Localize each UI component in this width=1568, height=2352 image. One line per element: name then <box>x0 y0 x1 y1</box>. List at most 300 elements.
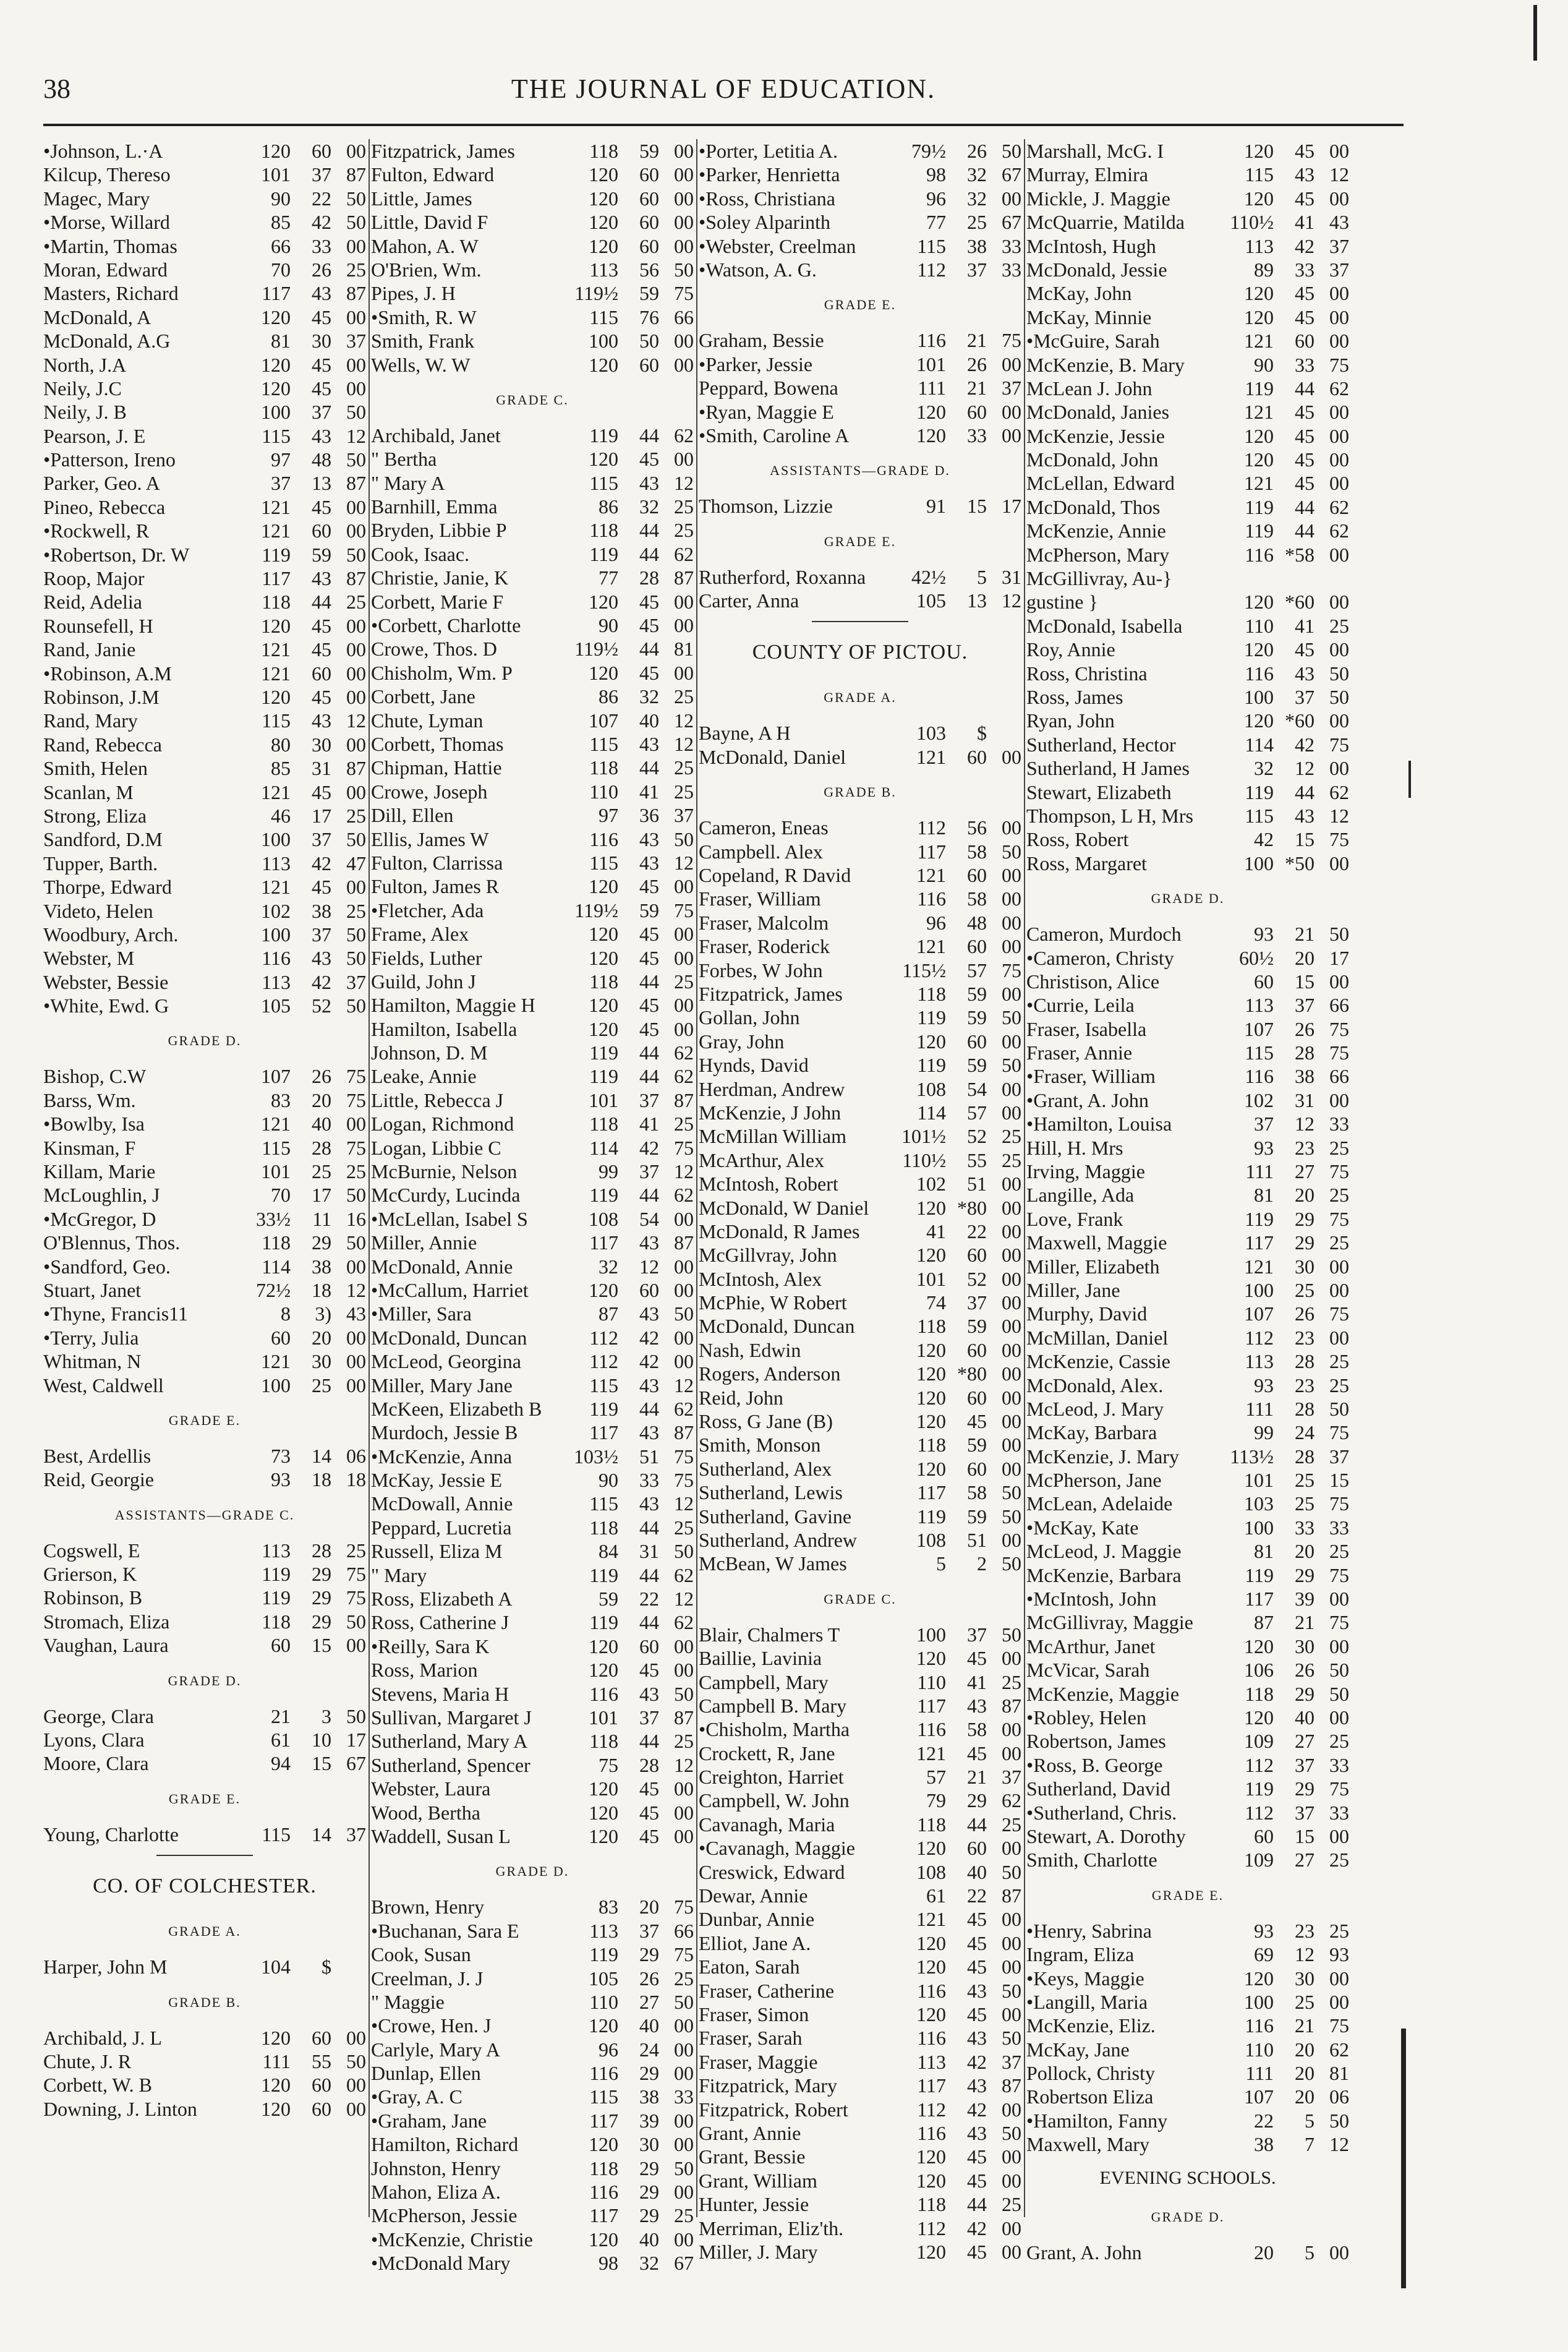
cents-value: 87 <box>1002 1694 1021 1717</box>
dollars-value: 40 <box>1295 1706 1314 1729</box>
table-row <box>371 661 694 685</box>
table-row <box>371 210 694 234</box>
days-value: 112 <box>589 1350 618 1373</box>
days-value: 111 <box>1245 1397 1274 1420</box>
grade-heading: GRADE E. <box>824 533 897 549</box>
dollars-value: 40 <box>639 2228 659 2251</box>
grade-heading: GRADE E. <box>1151 1887 1224 1903</box>
cents-value: 25 <box>1329 614 1349 637</box>
days-value: 116 <box>917 1979 946 2002</box>
table-row <box>1026 210 1349 234</box>
days-value: 96 <box>926 187 946 210</box>
table-row <box>371 1041 694 1064</box>
table-row <box>371 163 694 186</box>
dollars-value: 40 <box>312 1113 331 1135</box>
table-row <box>371 1824 694 1848</box>
cents-value: 75 <box>1002 329 1021 352</box>
cents-value: 75 <box>674 1469 694 1492</box>
dollars-value: 48 <box>312 448 331 471</box>
days-value: 116 <box>589 1682 618 1705</box>
cents-value: 00 <box>346 614 366 637</box>
table-row <box>699 2121 1021 2145</box>
dollars-value: 45 <box>967 1742 987 1764</box>
cents-value: 62 <box>674 542 694 565</box>
teacher-name: Scanlan, M <box>43 780 134 803</box>
table-row <box>1026 353 1349 377</box>
days-value: 118 <box>917 1315 946 1338</box>
cents-value: 87 <box>346 757 366 780</box>
grade-heading: ASSISTANTS—GRADE C. <box>114 1507 295 1523</box>
cents-value: 12 <box>674 1753 694 1776</box>
cents-value: 50 <box>1002 1054 1021 1077</box>
table-row <box>1026 1064 1349 1088</box>
days-value: 60 <box>1254 1824 1274 1847</box>
teacher-name: Fulton, James R <box>371 875 500 898</box>
days-value: 112 <box>1245 1801 1274 1824</box>
teacher-name: •Buchanan, Sara E <box>371 1919 519 1942</box>
teacher-name: Campbell, W. John <box>699 1789 850 1812</box>
dollars-value: 60 <box>967 1386 987 1409</box>
days-value: 46 <box>271 804 291 827</box>
days-value: 105 <box>916 589 946 612</box>
table-row <box>699 1314 1021 1338</box>
days-value: 121 <box>261 520 291 542</box>
dollars-value: 12 <box>1295 1943 1314 1966</box>
dollars-value: 45 <box>639 1017 659 1040</box>
table-row <box>1026 590 1349 614</box>
dollars-value: 44 <box>967 2193 987 2216</box>
table-row <box>1026 1824 1349 1848</box>
teacher-name: McLeod, J. Mary <box>1026 1397 1164 1420</box>
teacher-name: Webster, Laura <box>371 1777 491 1800</box>
teacher-name: Fraser, Isabella <box>1026 1017 1147 1040</box>
dollars-value: 12 <box>639 1255 659 1278</box>
teacher-name: •Fletcher, Ada <box>371 899 484 922</box>
days-value: 119 <box>917 1006 946 1029</box>
cents-value: 00 <box>674 1659 694 1682</box>
days-value: 121 <box>261 1350 291 1373</box>
days-value: 112 <box>589 1326 618 1349</box>
table-row <box>699 2240 1021 2264</box>
teacher-name: Grant, Bessie <box>699 2145 806 2168</box>
dollars-value: 43 <box>312 947 331 970</box>
dollars-value: 42 <box>967 2217 987 2239</box>
table-row <box>43 258 366 281</box>
table-row <box>371 637 694 661</box>
table-row <box>1026 1136 1349 1160</box>
table-row <box>371 1943 694 1966</box>
teacher-name: Dunbar, Annie <box>699 1908 815 1931</box>
dollars-value: 43 <box>312 282 331 305</box>
table-row <box>43 662 366 685</box>
teacher-name: Creelman, J. J <box>371 1967 484 1990</box>
teacher-name: McDonald, John <box>1026 448 1159 471</box>
days-value: 111 <box>1245 2062 1274 2085</box>
days-value: 85 <box>271 757 291 780</box>
teacher-name: Maxwell, Mary <box>1026 2133 1150 2156</box>
teacher-name: Ross, Christina <box>1026 662 1148 685</box>
dollars-value: 32 <box>967 163 987 186</box>
days-value: 120 <box>589 1659 618 1682</box>
dollars-value: 43 <box>639 1421 659 1444</box>
teacher-name: Crowe, Joseph <box>371 780 488 803</box>
table-row <box>699 1196 1021 1220</box>
dollars-value: 54 <box>967 1077 987 1100</box>
teacher-name: •Watson, A. G. <box>699 258 817 281</box>
dollars-value: 12 <box>1295 1113 1314 1135</box>
teacher-name: McDonald, A.G <box>43 330 171 353</box>
table-row <box>43 852 366 875</box>
table-row <box>371 2085 694 2108</box>
cents-value: 00 <box>1002 1030 1021 1053</box>
days-value: 119½ <box>574 899 618 922</box>
teacher-name: •Graham, Jane <box>371 2109 487 2132</box>
cents-value: 25 <box>674 495 694 518</box>
dollars-value: 5 <box>977 565 987 588</box>
table-row <box>371 1302 694 1325</box>
table-row <box>1026 1302 1349 1325</box>
days-value: 113 <box>262 970 291 993</box>
grade-heading: GRADE D. <box>1151 891 1225 907</box>
dollars-value: 60 <box>967 1338 987 1361</box>
table-row <box>1026 922 1349 946</box>
cents-value: 75 <box>346 1088 366 1111</box>
days-value: 120 <box>589 2228 618 2251</box>
table-row <box>699 1101 1021 1124</box>
teacher-name: Whitman, N <box>43 1350 142 1373</box>
table-row <box>699 1813 1021 1836</box>
cents-value: 75 <box>1329 1421 1349 1444</box>
cents-value: 00 <box>674 1017 694 1040</box>
dollars-value: 59 <box>639 140 659 162</box>
dollars-value: 44 <box>639 1397 659 1420</box>
teacher-name: McKay, Barbara <box>1026 1421 1157 1444</box>
teacher-name: Corbett, Thomas <box>371 732 504 755</box>
table-row <box>1026 1349 1349 1373</box>
days-value: 120 <box>1244 638 1274 661</box>
table-row <box>699 2098 1021 2121</box>
days-value: 115 <box>589 732 618 755</box>
days-value: 120 <box>589 1801 618 1824</box>
table-row <box>371 1349 694 1373</box>
teacher-name: Johnson, D. M <box>371 1041 488 1064</box>
dollars-value: 55 <box>312 2050 331 2072</box>
teacher-name: •Cavanagh, Maggie <box>699 1837 855 1860</box>
table-row <box>371 1088 694 1112</box>
cents-value: 37 <box>346 330 366 353</box>
cents-value: 00 <box>674 1777 694 1800</box>
teacher-name: Brown, Henry <box>371 1896 485 1918</box>
cents-value: 62 <box>674 1065 694 1088</box>
cents-value: 00 <box>674 1824 694 1847</box>
cents-value: 25 <box>1329 1136 1349 1159</box>
teacher-name: Thomson, Lizzie <box>699 495 833 518</box>
teacher-name: Carter, Anna <box>699 589 799 612</box>
dollars-value: 51 <box>967 1173 987 1195</box>
cents-value: 00 <box>1002 1956 1021 1978</box>
cents-value: 15 <box>1329 1469 1349 1492</box>
table-row <box>699 2217 1021 2240</box>
table-row <box>371 1587 694 1610</box>
table-row <box>371 187 694 210</box>
cents-value: 00 <box>1002 2098 1021 2121</box>
teacher-name: Hunter, Jessie <box>699 2193 809 2216</box>
table-row <box>699 887 1021 910</box>
cents-value: 17 <box>346 1729 366 1751</box>
table-row <box>1026 2014 1349 2037</box>
teacher-name: Merriman, Eliz'th. <box>699 2217 844 2239</box>
table-row <box>371 1492 694 1515</box>
teacher-name: Fraser, Roderick <box>699 935 830 958</box>
dollars-value: 3 <box>322 1704 331 1727</box>
dollars-value: 45 <box>967 2169 987 2192</box>
days-value: 90 <box>271 187 291 210</box>
table-row <box>1026 2085 1349 2108</box>
dollars-value: 41 <box>1295 614 1314 637</box>
days-value: 116 <box>262 947 291 970</box>
teacher-name: gustine } <box>1026 591 1098 614</box>
table-row <box>1026 1326 1349 1349</box>
dollars-value: 44 <box>639 519 659 542</box>
dollars-value: 44 <box>312 591 331 614</box>
teacher-name: Dunlap, Ellen <box>371 2062 481 2085</box>
teacher-name: Archibald, Janet <box>371 424 501 447</box>
cents-value: 00 <box>1002 1457 1021 1480</box>
table-row <box>1026 662 1349 685</box>
grade-heading: GRADE C. <box>496 391 569 408</box>
teacher-name: Miller, Annie <box>371 1231 477 1254</box>
dollars-value: 44 <box>639 1184 659 1207</box>
teacher-name: Cogswell, E <box>43 1539 140 1562</box>
dollars-value: 43 <box>312 567 331 590</box>
table-row <box>1026 1729 1349 1753</box>
teacher-name: Leake, Annie <box>371 1065 477 1088</box>
cents-value: 75 <box>1329 1302 1349 1325</box>
cents-value: 00 <box>346 1374 366 1396</box>
cents-value: 00 <box>346 2026 366 2049</box>
cents-value: 75 <box>1002 959 1021 981</box>
teacher-name: •White, Ewd. G <box>43 994 169 1017</box>
dollars-value: 45 <box>312 306 331 328</box>
dollars-value: 43 <box>967 2074 987 2097</box>
days-value: 120 <box>261 685 291 708</box>
table-row <box>1026 2132 1349 2156</box>
table-row <box>371 756 694 779</box>
dollars-value: 33 <box>639 1469 659 1492</box>
days-value: 93 <box>1254 1136 1274 1159</box>
table-row <box>371 2180 694 2204</box>
cents-value: 87 <box>346 282 366 305</box>
dollars-value: 59 <box>967 1434 987 1456</box>
cents-value: 50 <box>674 1302 694 1325</box>
teacher-name: Corbett, W. B <box>43 2074 153 2097</box>
cents-value: 00 <box>674 330 694 353</box>
dollars-value: 52 <box>967 1125 987 1148</box>
dollars-value: 43 <box>639 827 659 850</box>
days-value: 119 <box>1245 495 1274 518</box>
cents-value: 00 <box>1329 852 1349 875</box>
table-row <box>699 1836 1021 1860</box>
teacher-name: •Rockwell, R <box>43 520 150 542</box>
table-row <box>699 1623 1021 1646</box>
cents-value: 00 <box>346 662 366 685</box>
dollars-value: 27 <box>1295 1160 1314 1183</box>
cents-value: 00 <box>1002 1244 1021 1267</box>
dollars-value: 58 <box>967 840 987 863</box>
cents-value: 25 <box>674 519 694 542</box>
teacher-name: Wells, W. W <box>371 353 471 376</box>
dollars-value: 21 <box>967 329 987 352</box>
cents-value: 50 <box>674 2157 694 2179</box>
days-value: 119 <box>262 543 291 566</box>
cents-value: 12 <box>674 471 694 494</box>
table-row <box>699 2169 1021 2192</box>
column-3 <box>699 139 1021 2263</box>
teacher-name: Sutherland, Spencer <box>371 1753 530 1776</box>
dollars-value: 30 <box>312 733 331 756</box>
days-value: 110½ <box>1230 211 1274 234</box>
teacher-name: •Terry, Julia <box>43 1326 139 1349</box>
dollars-value: 45 <box>967 1647 987 1670</box>
table-row <box>43 495 366 519</box>
cents-value: 25 <box>1002 1670 1021 1693</box>
days-value: 116 <box>1245 662 1274 685</box>
cents-value: 00 <box>346 780 366 803</box>
teacher-name: Tupper, Barth. <box>43 852 158 875</box>
days-value: 118 <box>589 140 618 162</box>
dollars-value: 51 <box>967 1528 987 1551</box>
teacher-name: McKenzie, J. Mary <box>1026 1445 1180 1468</box>
grade-heading: GRADE C. <box>824 1591 897 1607</box>
table-row <box>43 2050 366 2073</box>
days-value: 120 <box>589 1824 618 1847</box>
days-value: 90 <box>1254 353 1274 376</box>
dollars-value: 51 <box>639 1445 659 1468</box>
dollars-value: 60 <box>639 353 659 376</box>
dollars-value: 22 <box>312 187 331 210</box>
table-row <box>1026 1706 1349 1729</box>
cents-value: 00 <box>1329 448 1349 471</box>
teacher-name: Fraser, Annie <box>1026 1041 1133 1064</box>
cents-value: 87 <box>1002 1884 1021 1907</box>
cents-value: 00 <box>674 2228 694 2251</box>
cents-value: 50 <box>346 187 366 210</box>
dollars-value: 37 <box>312 163 331 186</box>
days-value: 119½ <box>574 282 618 305</box>
days-value: 90 <box>599 614 618 637</box>
teacher-name: Robertson, James <box>1026 1730 1166 1753</box>
grade-heading: GRADE A. <box>824 690 897 706</box>
teacher-name: Cook, Susan <box>371 1943 471 1966</box>
teacher-name: Ross, G Jane (B) <box>699 1410 833 1433</box>
header-rule <box>43 124 1404 126</box>
cents-value: 37 <box>1002 1766 1021 1789</box>
days-value: 73 <box>271 1444 291 1467</box>
dollars-value: 37 <box>639 1919 659 1942</box>
teacher-name: Stuart, Janet <box>43 1278 142 1301</box>
teacher-name: Irving, Maggie <box>1026 1160 1145 1183</box>
dollars-value: 29 <box>1295 1207 1314 1230</box>
cents-value: 50 <box>674 1682 694 1705</box>
dollars-value: 29 <box>1295 1563 1314 1586</box>
cents-value: 00 <box>1002 887 1021 910</box>
dollars-value: 44 <box>1295 495 1314 518</box>
days-value: 118 <box>262 1610 291 1633</box>
days-value: 97 <box>271 448 291 471</box>
cents-value: 25 <box>674 1113 694 1135</box>
cents-value: 12 <box>674 732 694 755</box>
teacher-name: Videto, Helen <box>43 899 153 922</box>
cents-value: 62 <box>674 1184 694 1207</box>
teacher-name: McIntosh, Alex <box>699 1267 822 1290</box>
days-value: 60½ <box>1239 946 1274 969</box>
dollars-value: 58 <box>967 887 987 910</box>
table-row <box>1026 448 1349 471</box>
table-row <box>1026 543 1349 567</box>
days-value: 116 <box>1245 543 1274 566</box>
teacher-name: Ross, Margaret <box>1026 852 1147 875</box>
teacher-name: •Miller, Sara <box>371 1302 472 1325</box>
table-row <box>371 2228 694 2251</box>
table-row <box>1026 1587 1349 1610</box>
cents-value: 00 <box>346 685 366 708</box>
cents-value: 75 <box>1329 733 1349 756</box>
cents-value: 75 <box>674 282 694 305</box>
dollars-value: 45 <box>1295 306 1314 328</box>
grade-heading: GRADE E. <box>168 1790 241 1807</box>
teacher-name: McPherson, Jessie <box>371 2204 518 2227</box>
days-value: 33½ <box>256 1207 291 1230</box>
table-row <box>43 970 366 994</box>
teacher-name: Carlyle, Mary A <box>371 2038 500 2061</box>
dollars-value: 18 <box>312 1468 331 1491</box>
days-value: 121 <box>916 1908 946 1931</box>
cents-value: 75 <box>1329 1017 1349 1040</box>
teacher-name: Graham, Bessie <box>699 329 824 352</box>
teacher-name: Ross, James <box>1026 685 1123 708</box>
days-value: 120 <box>916 2169 946 2192</box>
grade-heading: GRADE E. <box>824 297 897 313</box>
dollars-value: 15 <box>312 1634 331 1657</box>
teacher-name: McMillan, Daniel <box>1026 1326 1169 1349</box>
dollars-value: 45 <box>312 353 331 376</box>
cents-value: 87 <box>674 1706 694 1729</box>
dollars-value: 60 <box>639 1635 659 1657</box>
table-row <box>699 565 1021 589</box>
table-row <box>43 1823 366 1846</box>
days-value: 96 <box>599 2038 618 2061</box>
dollars-value: 13 <box>967 589 987 612</box>
teacher-name: •Ryan, Maggie E <box>699 400 834 423</box>
cents-value: 33 <box>1002 258 1021 281</box>
teacher-name: •Hamilton, Louisa <box>1026 1113 1172 1135</box>
cents-value: 75 <box>346 1586 366 1609</box>
cents-value: 50 <box>1002 1505 1021 1528</box>
days-value: 120 <box>589 1777 618 1800</box>
cents-value: 25 <box>346 1539 366 1562</box>
table-row <box>371 518 694 542</box>
days-value: 98 <box>926 163 946 186</box>
table-row <box>699 816 1021 839</box>
teacher-name: McLeod, Georgina <box>371 1350 521 1373</box>
dollars-value: 20 <box>1295 2062 1314 2085</box>
dollars-value: 43 <box>1295 163 1314 186</box>
days-value: 121 <box>916 864 946 887</box>
cents-value: 50 <box>346 2050 366 2072</box>
dollars-value: 45 <box>1295 638 1314 661</box>
cents-value: 50 <box>346 923 366 946</box>
days-value: 74 <box>926 1291 946 1314</box>
